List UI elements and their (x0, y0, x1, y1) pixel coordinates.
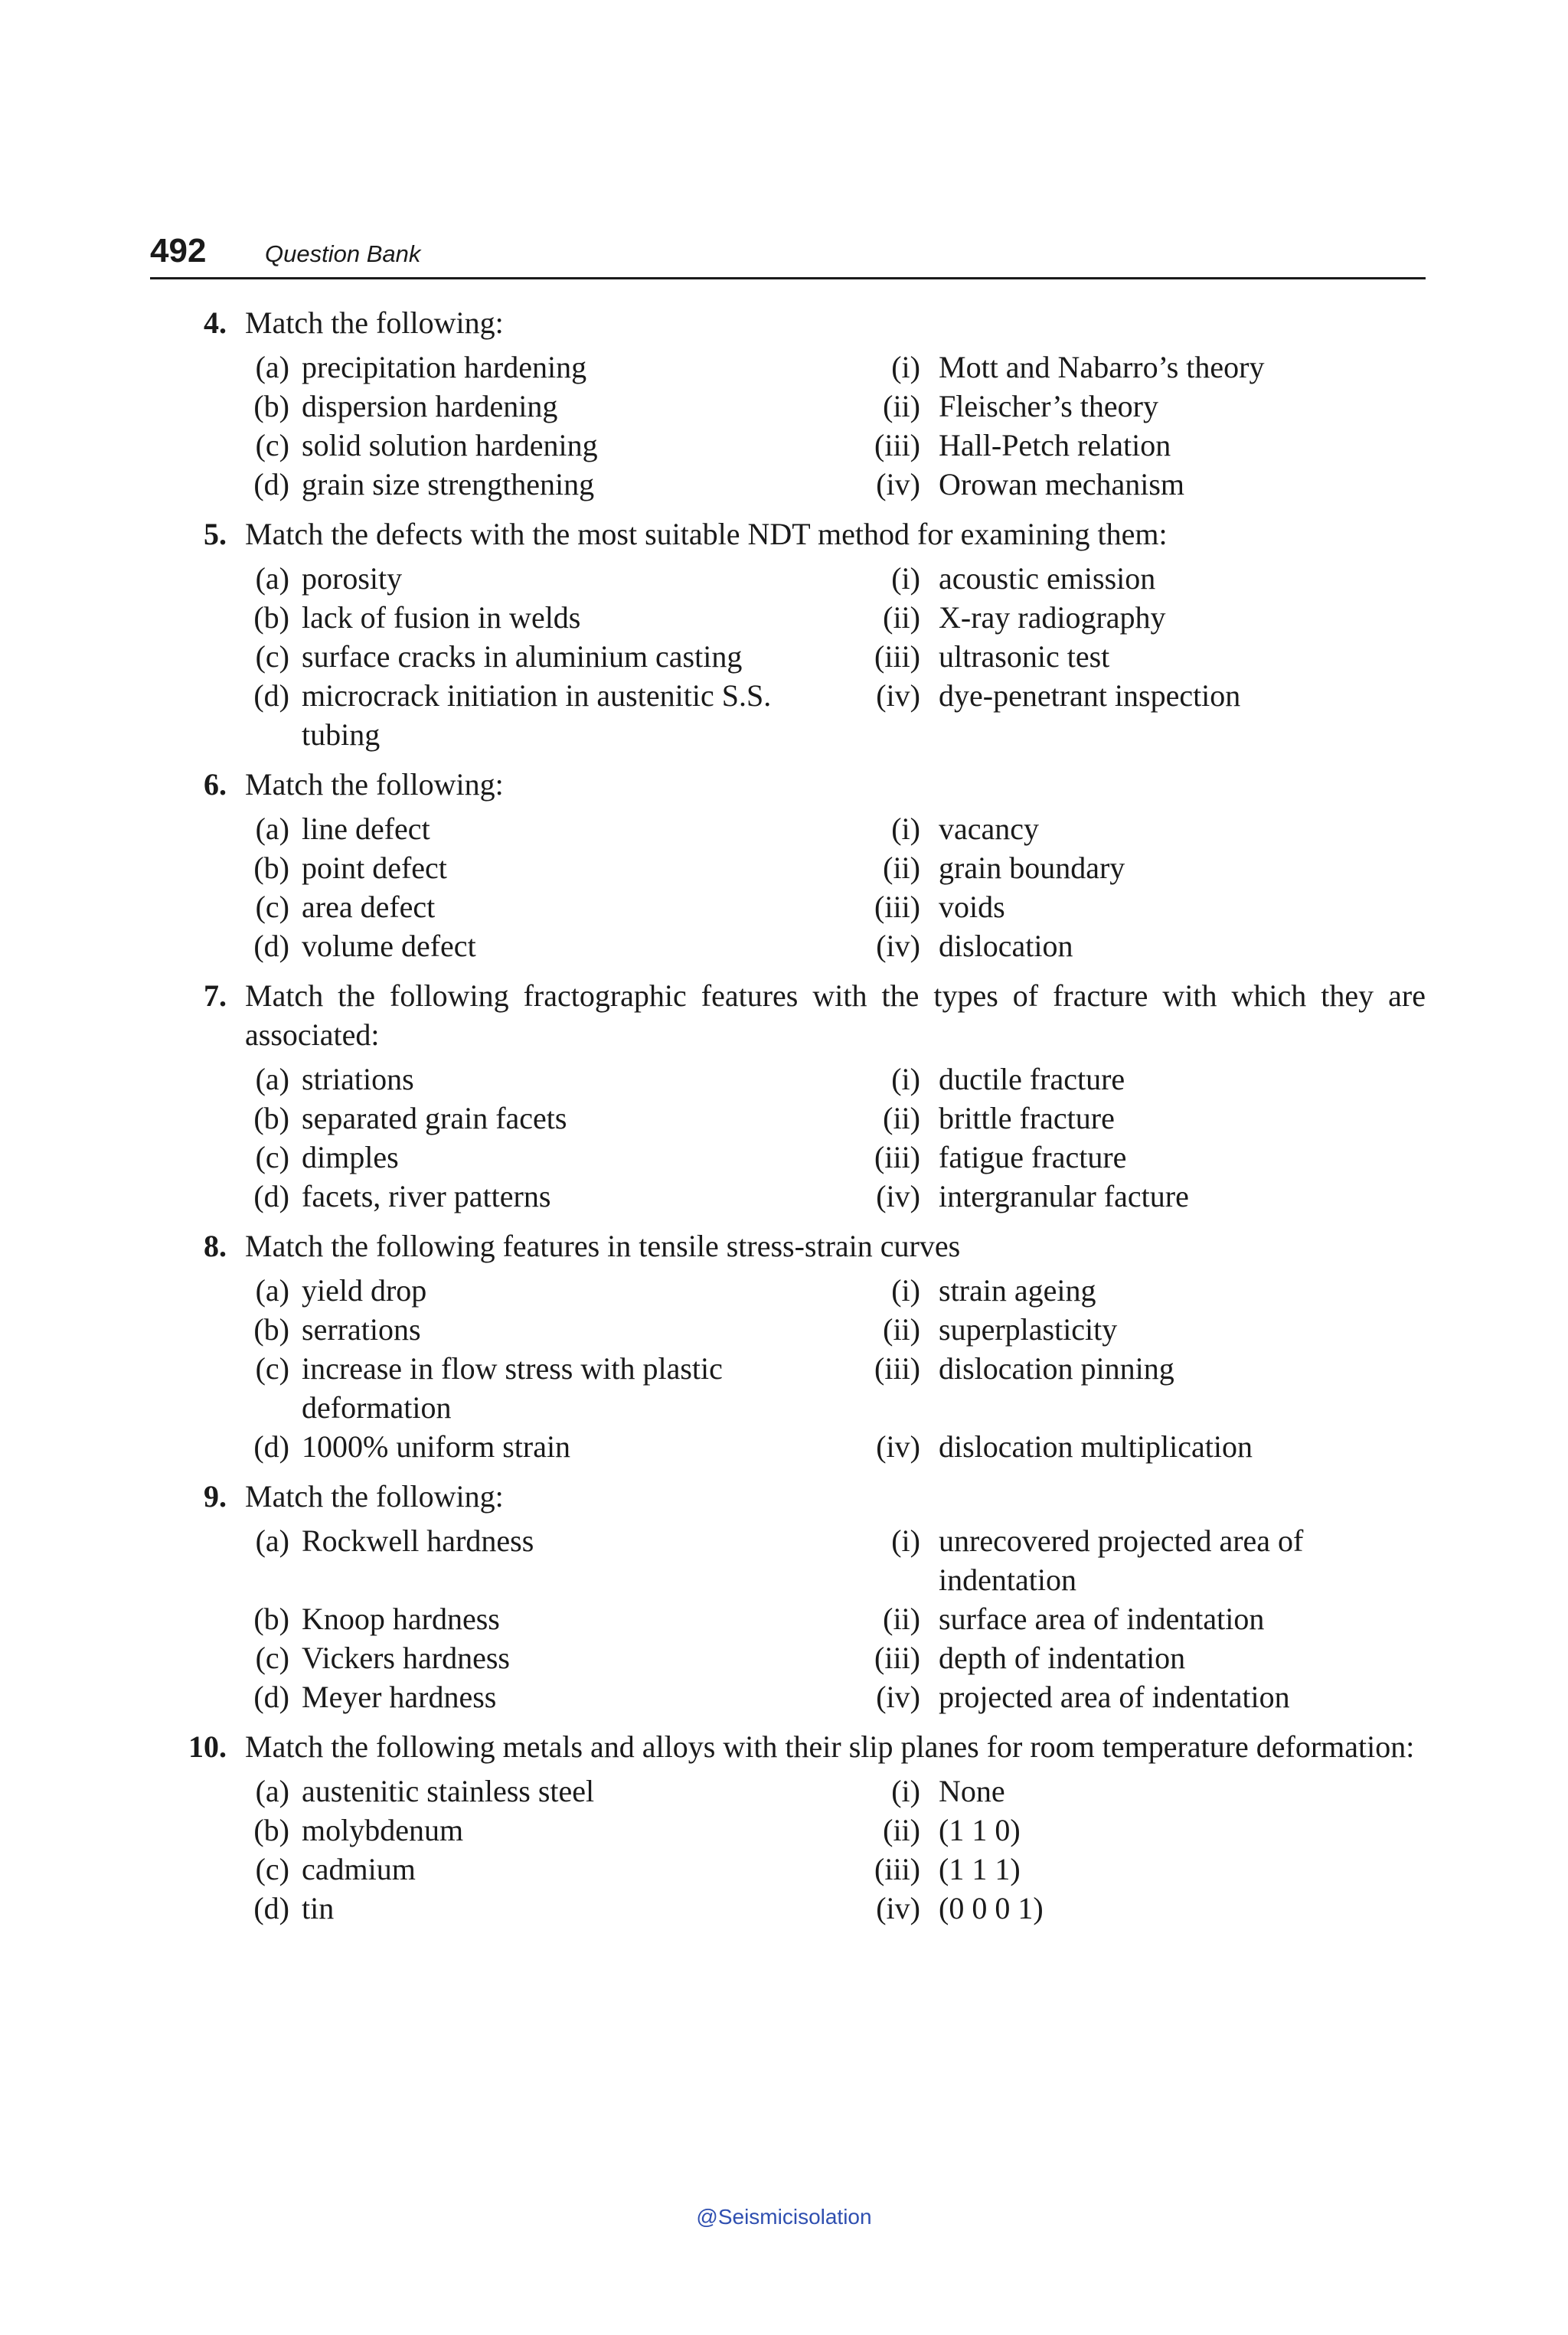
left-item (150, 1638, 867, 1677)
page-header (150, 230, 1426, 279)
question-text: Match the following: (245, 767, 504, 802)
match-row (150, 1521, 1426, 1599)
right-item (867, 1889, 1426, 1928)
question-5 (150, 514, 1426, 754)
left-item-text: Knoop hardness (302, 1602, 500, 1636)
left-item-text: Rockwell hardness (302, 1523, 534, 1558)
left-item-text: cadmium (302, 1852, 416, 1886)
match-row (150, 1138, 1426, 1177)
match-row (150, 348, 1426, 387)
right-item-marker: (ii) (883, 1813, 920, 1847)
right-item-text: strain ageing (939, 1273, 1096, 1308)
left-item-marker: (d) (253, 678, 289, 713)
right-item (867, 1138, 1426, 1177)
left-item-marker: (b) (253, 851, 289, 885)
right-item-marker: (i) (891, 1062, 920, 1096)
right-item-text: Mott and Nabarro’s theory (939, 350, 1265, 384)
right-item (867, 598, 1426, 637)
left-item-text: area defect (302, 890, 436, 924)
match-row (150, 1599, 1426, 1638)
left-item-text: volume defect (302, 929, 476, 963)
right-item-text: superplasticity (939, 1312, 1118, 1347)
right-item-marker: (iii) (874, 428, 920, 462)
right-item-marker: (i) (891, 561, 920, 596)
match-pairs (150, 1060, 1426, 1216)
question-10 (150, 1727, 1426, 1928)
match-row (150, 1811, 1426, 1850)
left-item-text: lack of fusion in welds (302, 600, 581, 635)
question-text: Match the following metals and alloys with their slip planes for room temperature deformation: (245, 1729, 1415, 1764)
match-row (150, 387, 1426, 426)
left-item-text: line defect (302, 812, 430, 846)
left-item-marker: (d) (253, 929, 289, 963)
left-item-marker: (b) (253, 389, 289, 423)
right-item-marker: (ii) (883, 1101, 920, 1135)
question-7 (150, 976, 1426, 1216)
question-head (150, 1226, 1426, 1265)
right-item-text: X-ray radiography (939, 600, 1166, 635)
right-item (867, 1638, 1426, 1677)
question-head (150, 303, 1426, 342)
left-item-text: molybdenum (302, 1813, 464, 1847)
left-item (150, 465, 867, 504)
left-item-text: precipitation hardening (302, 350, 587, 384)
question-head (150, 765, 1426, 804)
left-item (150, 1271, 867, 1310)
right-item-text: dislocation multiplication (939, 1429, 1253, 1464)
left-item-marker: (b) (253, 600, 289, 635)
right-item-text: (0 0 0 1) (939, 1891, 1044, 1925)
left-item-text: facets, river patterns (302, 1179, 551, 1213)
right-item-text: None (939, 1774, 1005, 1808)
right-item-marker: (ii) (883, 851, 920, 885)
left-item (150, 1677, 867, 1716)
left-item (150, 1521, 867, 1599)
right-item-text: fatigue fracture (939, 1140, 1127, 1174)
right-item-marker: (iii) (874, 1140, 920, 1174)
left-item (150, 1889, 867, 1928)
question-6 (150, 765, 1426, 965)
left-item (150, 1310, 867, 1349)
right-item-text: dye-penetrant inspection (939, 678, 1241, 713)
right-item (867, 809, 1426, 848)
right-item (867, 559, 1426, 598)
right-item-marker: (i) (891, 350, 920, 384)
left-item-text: striations (302, 1062, 414, 1096)
right-item (867, 1521, 1426, 1599)
right-item-marker: (iii) (874, 890, 920, 924)
right-item-text: ductile fracture (939, 1062, 1125, 1096)
match-row (150, 559, 1426, 598)
match-row (150, 809, 1426, 848)
right-item-text: (1 1 0) (939, 1813, 1021, 1847)
question-number: 10. (188, 1729, 227, 1764)
right-item-marker: (iv) (876, 1429, 920, 1464)
question-head (150, 514, 1426, 554)
match-row (150, 1638, 1426, 1677)
right-item (867, 387, 1426, 426)
right-item-marker: (iv) (876, 678, 920, 713)
question-number: 4. (204, 305, 227, 340)
left-item-marker: (a) (255, 1062, 289, 1096)
question-number: 5. (204, 517, 227, 551)
match-row (150, 1850, 1426, 1889)
right-item (867, 676, 1426, 754)
match-row (150, 1177, 1426, 1216)
right-item-text: Orowan mechanism (939, 467, 1185, 501)
match-pairs (150, 1271, 1426, 1466)
question-text: Match the following fractographic features with the types of fracture with which they are associated: (245, 978, 1426, 1052)
question-text: Match the following features in tensile stress-strain curves (245, 1229, 961, 1263)
question-4 (150, 303, 1426, 504)
right-item-marker: (i) (891, 1273, 920, 1308)
left-item (150, 848, 867, 887)
left-item-marker: (c) (255, 1140, 289, 1174)
left-item-text: point defect (302, 851, 447, 885)
watermark: @Seismicisolation (696, 2205, 872, 2229)
right-item (867, 1177, 1426, 1216)
right-item-marker: (iv) (876, 929, 920, 963)
match-row (150, 926, 1426, 965)
right-item-text: Fleischer’s theory (939, 389, 1158, 423)
left-item-marker: (b) (253, 1101, 289, 1135)
left-item-text: yield drop (302, 1273, 427, 1308)
match-row (150, 1677, 1426, 1716)
right-item-marker: (ii) (883, 600, 920, 635)
question-list (150, 303, 1426, 1938)
right-item-text: projected area of indentation (939, 1680, 1290, 1714)
right-item-text: dislocation (939, 929, 1073, 963)
left-item (150, 1850, 867, 1889)
match-row (150, 1349, 1426, 1427)
right-item-text: brittle fracture (939, 1101, 1115, 1135)
left-item-text: grain size strengthening (302, 467, 595, 501)
left-item (150, 676, 867, 754)
match-row (150, 1099, 1426, 1138)
left-item (150, 348, 867, 387)
left-item-text: increase in flow stress with plastic deformation (302, 1351, 723, 1425)
right-item (867, 887, 1426, 926)
left-item-marker: (a) (255, 1523, 289, 1558)
left-item-marker: (c) (255, 1852, 289, 1886)
left-item-marker: (c) (255, 1641, 289, 1675)
right-item-text: unrecovered projected area of indentation (939, 1523, 1304, 1597)
right-item (867, 1060, 1426, 1099)
left-item-marker: (b) (253, 1602, 289, 1636)
question-text: Match the following: (245, 1479, 504, 1514)
left-item-text: serrations (302, 1312, 421, 1347)
left-item (150, 1427, 867, 1466)
right-item-marker: (iii) (874, 1852, 920, 1886)
question-number: 8. (204, 1229, 227, 1263)
left-item (150, 1599, 867, 1638)
right-item-marker: (iii) (874, 1351, 920, 1386)
right-item-text: acoustic emission (939, 561, 1156, 596)
right-item (867, 1427, 1426, 1466)
question-number: 6. (204, 767, 227, 802)
left-item-marker: (a) (255, 561, 289, 596)
question-number: 9. (204, 1479, 227, 1514)
left-item (150, 887, 867, 926)
right-item-marker: (i) (891, 1774, 920, 1808)
right-item-text: (1 1 1) (939, 1852, 1021, 1886)
left-item-marker: (d) (253, 1179, 289, 1213)
question-9 (150, 1477, 1426, 1716)
left-item (150, 1099, 867, 1138)
left-item (150, 637, 867, 676)
right-item-text: depth of indentation (939, 1641, 1186, 1675)
question-number: 7. (204, 978, 227, 1013)
left-item (150, 1772, 867, 1811)
right-item-text: Hall-Petch relation (939, 428, 1171, 462)
left-item-marker: (a) (255, 1774, 289, 1808)
question-text: Match the defects with the most suitable NDT method for examining them: (245, 517, 1168, 551)
left-item-marker: (c) (255, 639, 289, 674)
right-item (867, 1349, 1426, 1427)
right-item (867, 426, 1426, 465)
right-item (867, 1310, 1426, 1349)
left-item-text: porosity (302, 561, 403, 596)
right-item (867, 1772, 1426, 1811)
left-item (150, 926, 867, 965)
running-title: Question Bank (265, 240, 421, 267)
question-text: Match the following: (245, 305, 504, 340)
left-item (150, 1060, 867, 1099)
right-item-marker: (iv) (876, 1680, 920, 1714)
right-item-marker: (iv) (876, 467, 920, 501)
match-pairs (150, 348, 1426, 504)
right-item-text: vacancy (939, 812, 1040, 846)
left-item-marker: (b) (253, 1813, 289, 1847)
left-item-text: 1000% uniform strain (302, 1429, 571, 1464)
match-row (150, 887, 1426, 926)
left-item-text: dimples (302, 1140, 399, 1174)
match-row (150, 676, 1426, 754)
right-item-text: surface area of indentation (939, 1602, 1265, 1636)
left-item-text: austenitic stainless steel (302, 1774, 595, 1808)
left-item (150, 1177, 867, 1216)
right-item-text: intergranular facture (939, 1179, 1189, 1213)
left-item (150, 809, 867, 848)
right-item-marker: (ii) (883, 1602, 920, 1636)
left-item-text: tin (302, 1891, 335, 1925)
right-item-marker: (ii) (883, 1312, 920, 1347)
left-item-marker: (c) (255, 428, 289, 462)
question-head (150, 976, 1426, 1054)
right-item (867, 1599, 1426, 1638)
right-item-marker: (ii) (883, 389, 920, 423)
right-item-text: grain boundary (939, 851, 1125, 885)
left-item-text: dispersion hardening (302, 389, 558, 423)
left-item-text: Vickers hardness (302, 1641, 510, 1675)
left-item (150, 1349, 867, 1427)
left-item-marker: (c) (255, 1351, 289, 1386)
right-item (867, 465, 1426, 504)
right-item-marker: (i) (891, 812, 920, 846)
match-row (150, 1889, 1426, 1928)
right-item-marker: (iv) (876, 1179, 920, 1213)
left-item-marker: (b) (253, 1312, 289, 1347)
left-item-marker: (a) (255, 1273, 289, 1308)
right-item (867, 348, 1426, 387)
match-row (150, 1310, 1426, 1349)
page-number: 492 (150, 232, 207, 269)
left-item-marker: (d) (253, 1429, 289, 1464)
left-item (150, 387, 867, 426)
right-item-text: voids (939, 890, 1005, 924)
right-item (867, 926, 1426, 965)
right-item (867, 637, 1426, 676)
match-pairs (150, 559, 1426, 754)
match-row (150, 848, 1426, 887)
right-item (867, 1677, 1426, 1716)
right-item-text: ultrasonic test (939, 639, 1110, 674)
match-row (150, 598, 1426, 637)
match-pairs (150, 1521, 1426, 1716)
left-item (150, 559, 867, 598)
match-pairs (150, 1772, 1426, 1928)
left-item-text: microcrack initiation in austenitic S.S. tubing (302, 678, 772, 752)
match-row (150, 1427, 1426, 1466)
left-item-text: Meyer hardness (302, 1680, 497, 1714)
left-item-text: surface cracks in aluminium casting (302, 639, 743, 674)
right-item (867, 1271, 1426, 1310)
left-item (150, 1811, 867, 1850)
left-item-marker: (a) (255, 812, 289, 846)
right-item (867, 848, 1426, 887)
right-item-marker: (iv) (876, 1891, 920, 1925)
left-item (150, 426, 867, 465)
right-item (867, 1811, 1426, 1850)
right-item-text: dislocation pinning (939, 1351, 1174, 1386)
question-8 (150, 1226, 1426, 1466)
left-item-text: solid solution hardening (302, 428, 598, 462)
right-item (867, 1099, 1426, 1138)
match-row (150, 1772, 1426, 1811)
match-row (150, 426, 1426, 465)
right-item (867, 1850, 1426, 1889)
question-head (150, 1477, 1426, 1516)
left-item-marker: (c) (255, 890, 289, 924)
match-row (150, 1271, 1426, 1310)
left-item-text: separated grain facets (302, 1101, 567, 1135)
right-item-marker: (i) (891, 1523, 920, 1558)
match-row (150, 1060, 1426, 1099)
left-item-marker: (d) (253, 1891, 289, 1925)
match-row (150, 465, 1426, 504)
right-item-marker: (iii) (874, 1641, 920, 1675)
left-item-marker: (a) (255, 350, 289, 384)
match-row (150, 637, 1426, 676)
question-head (150, 1727, 1426, 1766)
left-item (150, 598, 867, 637)
right-item-marker: (iii) (874, 639, 920, 674)
left-item-marker: (d) (253, 1680, 289, 1714)
left-item-marker: (d) (253, 467, 289, 501)
left-item (150, 1138, 867, 1177)
match-pairs (150, 809, 1426, 965)
